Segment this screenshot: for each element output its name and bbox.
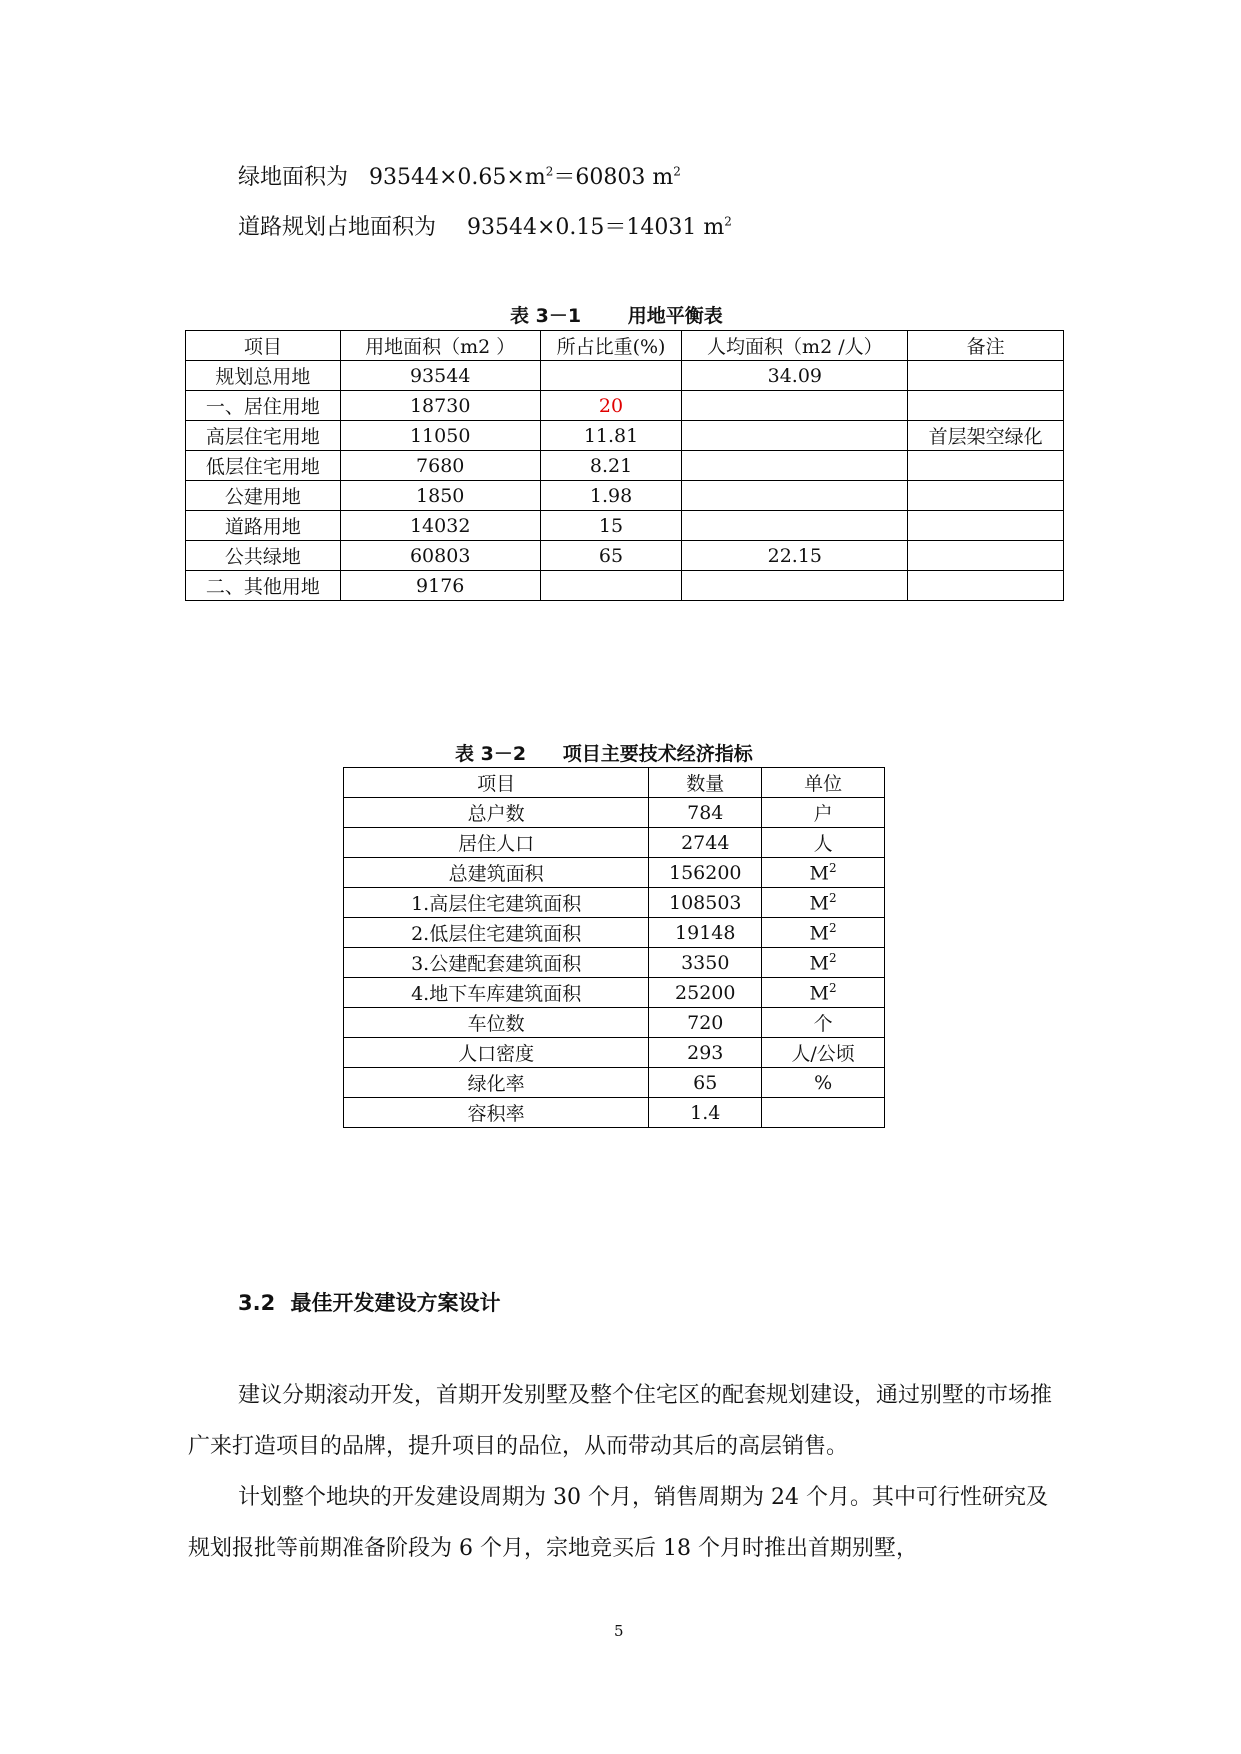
column-header: 单位 bbox=[762, 768, 885, 798]
table-cell bbox=[908, 451, 1064, 481]
table2-caption-number: 表 3－2 bbox=[455, 743, 527, 765]
table-cell: 22.15 bbox=[682, 541, 908, 571]
road-area-formula bbox=[238, 210, 732, 241]
table-cell: 人/公顷 bbox=[762, 1038, 885, 1068]
unit-text: M bbox=[809, 862, 830, 885]
table-cell bbox=[762, 918, 885, 948]
unit-text: M bbox=[809, 952, 830, 975]
table-cell: 高层住宅用地 bbox=[186, 421, 341, 451]
table-cell: 93544 bbox=[340, 361, 540, 391]
table1-caption-number: 表 3－1 bbox=[510, 305, 582, 327]
table-cell: 1.4 bbox=[649, 1098, 762, 1128]
table-row bbox=[344, 888, 885, 918]
table-cell bbox=[908, 571, 1064, 601]
table-cell: 156200 bbox=[649, 858, 762, 888]
table-cell bbox=[908, 511, 1064, 541]
section-heading bbox=[238, 1287, 501, 1317]
table-cell: 道路用地 bbox=[186, 511, 341, 541]
table-cell: 65 bbox=[649, 1068, 762, 1098]
section-title: 最佳开发建设方案设计 bbox=[290, 1291, 501, 1315]
table2-caption bbox=[455, 739, 753, 766]
table-cell: 人口密度 bbox=[344, 1038, 649, 1068]
paragraph-2: 计划整个地块的开发建设周期为 30 个月，销售周期为 24 个月。其中可行性研究及规划报批等前期准备阶段为 6 个月，宗地竞买后 18 个月时推出首期别墅， bbox=[188, 1485, 1048, 1561]
table-cell bbox=[682, 391, 908, 421]
table-cell: 14032 bbox=[340, 511, 540, 541]
table-row bbox=[186, 391, 1064, 421]
table-cell bbox=[908, 541, 1064, 571]
table-cell: 首层架空绿化 bbox=[908, 421, 1064, 451]
table-cell: 3.公建配套建筑面积 bbox=[344, 948, 649, 978]
table-row bbox=[344, 948, 885, 978]
table-cell: 34.09 bbox=[682, 361, 908, 391]
table-row bbox=[344, 1008, 885, 1038]
table1-caption bbox=[510, 301, 723, 328]
table-cell: 1.高层住宅建筑面积 bbox=[344, 888, 649, 918]
table-cell bbox=[762, 858, 885, 888]
green-area-formula bbox=[238, 160, 681, 191]
table-row bbox=[344, 978, 885, 1008]
land-balance-table bbox=[185, 330, 1064, 601]
column-header: 项目 bbox=[344, 768, 649, 798]
green-area-sup1: 2 bbox=[545, 164, 554, 179]
table-cell: 11.81 bbox=[540, 421, 682, 451]
road-area-label: 道路规划占地面积为 bbox=[238, 215, 437, 240]
table-cell: 2.低层住宅建筑面积 bbox=[344, 918, 649, 948]
table-row bbox=[186, 451, 1064, 481]
table-row bbox=[186, 421, 1064, 451]
table-cell: 65 bbox=[540, 541, 682, 571]
table-cell bbox=[908, 391, 1064, 421]
table2-caption-title: 项目主要技术经济指标 bbox=[562, 743, 753, 765]
table-cell bbox=[682, 511, 908, 541]
table-cell: 1850 bbox=[340, 481, 540, 511]
table-row bbox=[186, 541, 1064, 571]
table-cell: 二、其他用地 bbox=[186, 571, 341, 601]
table-cell: 25200 bbox=[649, 978, 762, 1008]
table-row bbox=[186, 571, 1064, 601]
table-cell: 1.98 bbox=[540, 481, 682, 511]
table-cell: 公建用地 bbox=[186, 481, 341, 511]
table-cell: 19148 bbox=[649, 918, 762, 948]
table-cell bbox=[762, 978, 885, 1008]
table-cell bbox=[682, 481, 908, 511]
tech-indicators-table bbox=[343, 767, 885, 1128]
road-area-expr: 93544×0.15＝14031 m bbox=[467, 215, 725, 240]
table-cell bbox=[682, 421, 908, 451]
table-cell: 7680 bbox=[340, 451, 540, 481]
table-cell: 784 bbox=[649, 798, 762, 828]
unit-superscript: 2 bbox=[829, 860, 837, 875]
unit-superscript: 2 bbox=[829, 920, 837, 935]
table-row bbox=[344, 1098, 885, 1128]
table-cell: 18730 bbox=[340, 391, 540, 421]
column-header: 项目 bbox=[186, 331, 341, 361]
table-row bbox=[186, 361, 1064, 391]
page-number: 5 bbox=[614, 1622, 624, 1640]
unit-text: M bbox=[809, 922, 830, 945]
table-cell: 容积率 bbox=[344, 1098, 649, 1128]
table-cell: 8.21 bbox=[540, 451, 682, 481]
unit-text: M bbox=[809, 982, 830, 1005]
table-cell bbox=[540, 571, 682, 601]
table-row bbox=[344, 798, 885, 828]
green-area-label: 绿地面积为 bbox=[238, 165, 349, 190]
table2-header-row bbox=[344, 768, 885, 798]
paragraph-1: 建议分期滚动开发，首期开发别墅及整个住宅区的配套规划建设，通过别墅的市场推广来打造项目的品牌，提升项目的品位，从而带动其后的高层销售。 bbox=[188, 1383, 1053, 1459]
table-row bbox=[344, 1068, 885, 1098]
table-cell: 车位数 bbox=[344, 1008, 649, 1038]
table-row bbox=[344, 858, 885, 888]
table1-caption-title: 用地平衡表 bbox=[627, 305, 723, 327]
unit-text: M bbox=[809, 892, 830, 915]
table-cell: 低层住宅用地 bbox=[186, 451, 341, 481]
table-cell bbox=[540, 361, 682, 391]
table-cell bbox=[762, 948, 885, 978]
table-cell: 720 bbox=[649, 1008, 762, 1038]
table-cell: 293 bbox=[649, 1038, 762, 1068]
table-cell: 3350 bbox=[649, 948, 762, 978]
table-cell bbox=[908, 481, 1064, 511]
unit-superscript: 2 bbox=[829, 980, 837, 995]
table-row bbox=[186, 511, 1064, 541]
table-cell bbox=[908, 361, 1064, 391]
table-cell: 一、居住用地 bbox=[186, 391, 341, 421]
table1-header-row bbox=[186, 331, 1064, 361]
table-cell: 个 bbox=[762, 1008, 885, 1038]
table-cell: 户 bbox=[762, 798, 885, 828]
table-row bbox=[344, 828, 885, 858]
table-cell: 绿化率 bbox=[344, 1068, 649, 1098]
table-cell: 4.地下车库建筑面积 bbox=[344, 978, 649, 1008]
column-header: 用地面积（m2 ） bbox=[340, 331, 540, 361]
green-area-sup2: 2 bbox=[673, 164, 681, 179]
table-row bbox=[344, 1038, 885, 1068]
column-header: 所占比重(%) bbox=[540, 331, 682, 361]
green-area-eq: ＝60803 m bbox=[553, 165, 674, 190]
table-cell: 规划总用地 bbox=[186, 361, 341, 391]
table-cell bbox=[762, 888, 885, 918]
table-cell: % bbox=[762, 1068, 885, 1098]
table-row bbox=[186, 481, 1064, 511]
section-number: 3.2 bbox=[238, 1291, 276, 1315]
table-cell: 公共绿地 bbox=[186, 541, 341, 571]
unit-superscript: 2 bbox=[829, 950, 837, 965]
table-cell: 60803 bbox=[340, 541, 540, 571]
table-cell bbox=[682, 451, 908, 481]
table-cell bbox=[682, 571, 908, 601]
road-area-sup: 2 bbox=[724, 214, 732, 229]
table-cell: 20 bbox=[540, 391, 682, 421]
column-header: 数量 bbox=[649, 768, 762, 798]
table-cell: 9176 bbox=[340, 571, 540, 601]
table-row bbox=[344, 918, 885, 948]
table-cell: 15 bbox=[540, 511, 682, 541]
table-cell: 人 bbox=[762, 828, 885, 858]
green-area-expr: 93544×0.65×m bbox=[369, 165, 546, 190]
table-cell: 2744 bbox=[649, 828, 762, 858]
table-cell: 居住人口 bbox=[344, 828, 649, 858]
table-cell: 总建筑面积 bbox=[344, 858, 649, 888]
table-cell: 11050 bbox=[340, 421, 540, 451]
table-cell: 总户数 bbox=[344, 798, 649, 828]
table-cell: 108503 bbox=[649, 888, 762, 918]
table-cell bbox=[762, 1098, 885, 1128]
unit-superscript: 2 bbox=[829, 890, 837, 905]
column-header: 人均面积（m2 /人） bbox=[682, 331, 908, 361]
column-header: 备注 bbox=[908, 331, 1064, 361]
